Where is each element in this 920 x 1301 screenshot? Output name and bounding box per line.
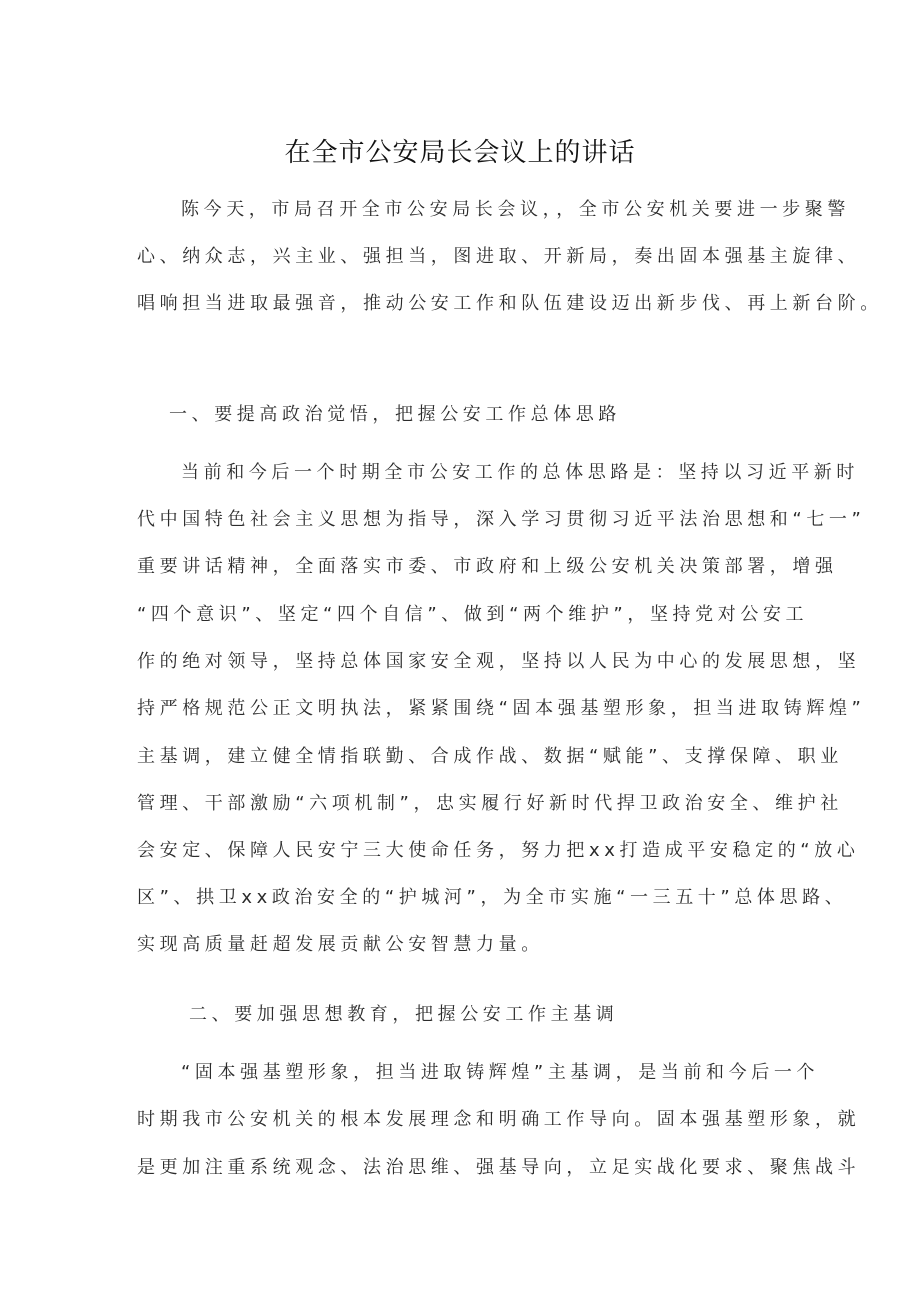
section-1-line-3: 重要讲话精神，全面落实市委、市政府和上级公安机关决策部署，增强 xyxy=(137,556,838,577)
section-2-heading: 二、要加强思想教育，把握公安工作主基调 xyxy=(189,1004,619,1025)
section-2-line-3: 是更加注重系统观念、法治思维、强基导向，立足实战化要求、聚焦战斗 xyxy=(137,1157,861,1178)
intro-line-3: 唱响担当进取最强音，推动公安工作和队伍建设迈出新步伐、再上新台阶。 xyxy=(137,293,883,314)
section-1-line-10: 区”、拱卫xx政治安全的“护城河”，为全市实施“一三五十”总体思路、 xyxy=(137,887,848,908)
section-1-line-4: “四个意识”、坚定“四个自信”、做到“两个维护”，坚持党对公安工 xyxy=(137,604,809,625)
section-1-line-7: 主基调，建立健全情指联勤、合成作战、数据“赋能”、支撑保障、职业 xyxy=(137,746,843,767)
section-2-line-1: “固本强基塑形象，担当进取铸辉煌”主基调，是当前和今后一个 xyxy=(181,1062,820,1083)
section-1-line-9: 会安定、保障人民安宁三大使命任务，努力把xx打造成平安稳定的“放心 xyxy=(137,840,860,861)
section-1-heading: 一、要提高政治觉悟，把握公安工作总体思路 xyxy=(169,404,621,425)
section-1-line-6: 持严格规范公正文明执法，紧紧围绕“固本强基塑形象，担当进取铸辉煌” xyxy=(137,698,866,719)
section-1-line-2: 代中国特色社会主义思想为指导，深入学习贯彻习近平法治思想和“七一” xyxy=(137,509,866,530)
section-2-line-2: 时期我市公安机关的根本发展理念和明确工作导向。固本强基塑形象，就 xyxy=(137,1109,861,1130)
document-title: 在全市公安局长会议上的讲话 xyxy=(284,138,636,168)
intro-line-1: 陈今天，市局召开全市公安局长会议，，全市公安机关要进一步聚警 xyxy=(181,199,850,220)
section-1-line-5: 作的绝对领导，坚持总体国家安全观，坚持以人民为中心的发展思想，坚 xyxy=(137,651,861,672)
section-1-line-11: 实现高质量赶超发展贡献公安智慧力量。 xyxy=(137,934,544,955)
section-1-line-8: 管理、干部激励“六项机制”，忠实履行好新时代捍卫政治安全、维护社 xyxy=(137,793,843,814)
intro-line-2: 心、纳众志，兴主业、强担当，图进取、开新局，奏出固本强基主旋律、 xyxy=(137,246,861,267)
section-1-line-1: 当前和今后一个时期全市公安工作的总体思路是：坚持以习近平新时 xyxy=(181,462,859,483)
